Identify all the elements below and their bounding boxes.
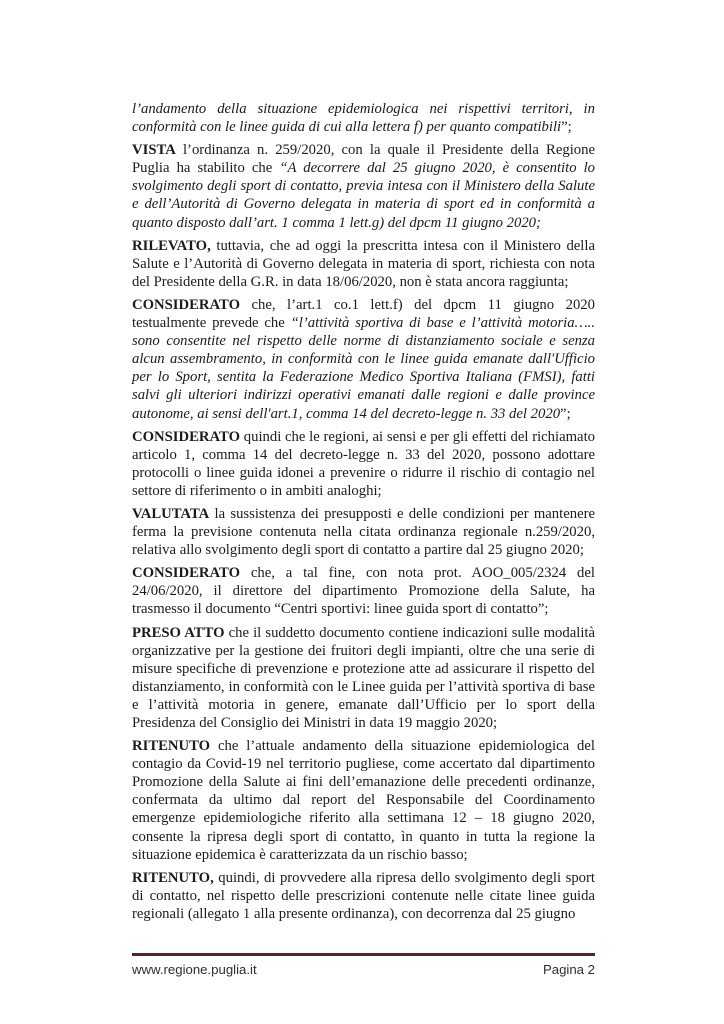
paragraph-segment-normal: che il suddetto documento contiene indicazioni sulle modalità organizzative per la gestione dei fruitori degli impianti, oltre che una serie di misure specifiche di prevenzione e protezione atte ad assicurare il rispetto del distanziamento, in conformità con le Linee guida per l’attività sportiva di base e l’attività motoria in genere, emanate dall’Ufficio per lo sport della Presidenza del Consiglio dei Ministri in data 19 maggio 2020; (132, 624, 595, 731)
ordinance-recitals (132, 100, 595, 928)
paragraph-segment-normal: che l’attuale andamento della situazione epidemiologica del contagio da Covid-19 nel territorio pugliese, come accertato dal dipartimento Promozione della Salute ai fini dell’emanazione delle precedenti ordinanze, confermata da ultimo dal report del Responsabile del Coordinamento emergenze epidemiologiche riferito alla settimana 12 – 18 giugno 2020, consente la ripresa degli sport di contatto, ìn quanto in tutta la regione la situazione epidemica è caratterizzata da un rischio basso; (132, 738, 595, 863)
paragraph-segment-normal: ”; (561, 119, 572, 136)
footer-website-link[interactable]: www.regione.puglia.it (132, 962, 257, 977)
paragraph-segment-bold: CONSIDERATO (132, 428, 241, 445)
document-paragraph (132, 869, 595, 923)
document-paragraph (132, 737, 595, 864)
paragraph-segment-bold: RITENUTO, (132, 869, 214, 886)
paragraph-segment-normal: che, a tal fine, con nota prot. AOO_005/2324 del 24/06/2020, il direttore del dipartimento Promozione della Salute, ha trasmesso il documento “Centri sportivi: linee guida sport di contatto”; (132, 565, 595, 618)
paragraph-segment-bold: RILEVATO, (132, 237, 211, 254)
paragraph-segment-normal: l’ordinanza n. 259/2020, con la quale il Presidente della Regione Puglia ha stabilito che (132, 142, 595, 177)
paragraph-segment-bold: RITENUTO (132, 738, 211, 755)
document-paragraph (132, 100, 595, 136)
paragraph-segment-bold: VALUTATA (132, 505, 210, 522)
paragraph-segment-normal: tuttavia, che ad oggi la prescritta intesa con il Ministero della Salute e l’Autorità di Governo delegata in materia di sport, richiesta con nota del Presidente della G.R. in data 18/06/2020, non è stata ancora raggiunta; (132, 237, 595, 290)
paragraph-segment-bold: CONSIDERATO (132, 296, 241, 313)
paragraph-segment-normal: che, l’art.1 co.1 lett.f) del dpcm 11 giugno 2020 testualmente prevede che (132, 296, 595, 332)
footer-page-number: Pagina 2 (542, 962, 595, 977)
paragraph-segment-italic: “A decorrere dal 25 giugno 2020, è consentito lo svolgimento degli sport di contatto, previa intesa con il Ministero della Salute e dell’Autorità di Governo delegata in materia di sport ed in conformità a quanto disposto dall’art. 1 comma 1 lett.g) del dpcm 11 giugno 2020; (132, 160, 596, 231)
footer-rule (132, 953, 595, 956)
document-paragraph (132, 428, 595, 500)
document-paragraph (132, 296, 595, 423)
paragraph-segment-normal: quindi, di provvedere alla ripresa dello svolgimento degli sport di contatto, nel rispetto delle prescrizioni contenute nelle citate linee guida regionali (allegato 1 alla presente ordinanza), con decorrenza dal 25 giugno (132, 869, 595, 922)
paragraph-segment-bold: VISTA (132, 142, 176, 159)
document-paragraph (132, 624, 595, 733)
document-paragraph (132, 141, 595, 231)
document-paragraph (132, 564, 595, 618)
page-footer (132, 962, 595, 977)
document-paragraph (132, 505, 595, 559)
paragraph-segment-normal: quindi che le regioni, ai sensi e per gli effetti del richiamato articolo 1, comma 14 del decreto-legge n. 33 del 2020, possono adottare protocolli o linee guida idonei a prevenire o ridurre il rischio di contagio nel settore di riferimento o in ambiti analoghi; (132, 428, 595, 499)
paragraph-segment-bold: PRESO ATTO (132, 624, 225, 641)
paragraph-segment-normal: la sussistenza dei presupposti e delle condizioni per mantenere ferma la previsione contenuta nella citata ordinanza regionale n.259/2020, relativa allo svolgimento degli sport di contatto a partire dal 25 giugno 2020; (132, 505, 595, 559)
paragraph-segment-bold: CONSIDERATO (132, 565, 241, 582)
paragraph-segment-italic: “l’attività sportiva di base e l’attività motoria….. sono consentite nel rispetto delle norme di distanziamento sociale e senza alcun assembramento, in conformità con le linee guida emanate dall'Ufficio per lo Sport, sentita la Federazione Medico Sportiva Italiana (FMSI), fatti salvi gli ulteriori indirizzi operativi emanati dalle regioni e dalle province autonome, ai sensi dell'art.1, comma 14 del decreto-legge n. 33 del 2020 (132, 315, 595, 422)
paragraph-segment-italic: l’andamento della situazione epidemiologica nei rispettivi territori, in conformità con le linee guida di cui alla lettera f) per quanto compatibili (132, 101, 595, 136)
document-paragraph (132, 237, 595, 291)
paragraph-segment-normal: ”; (560, 405, 571, 422)
